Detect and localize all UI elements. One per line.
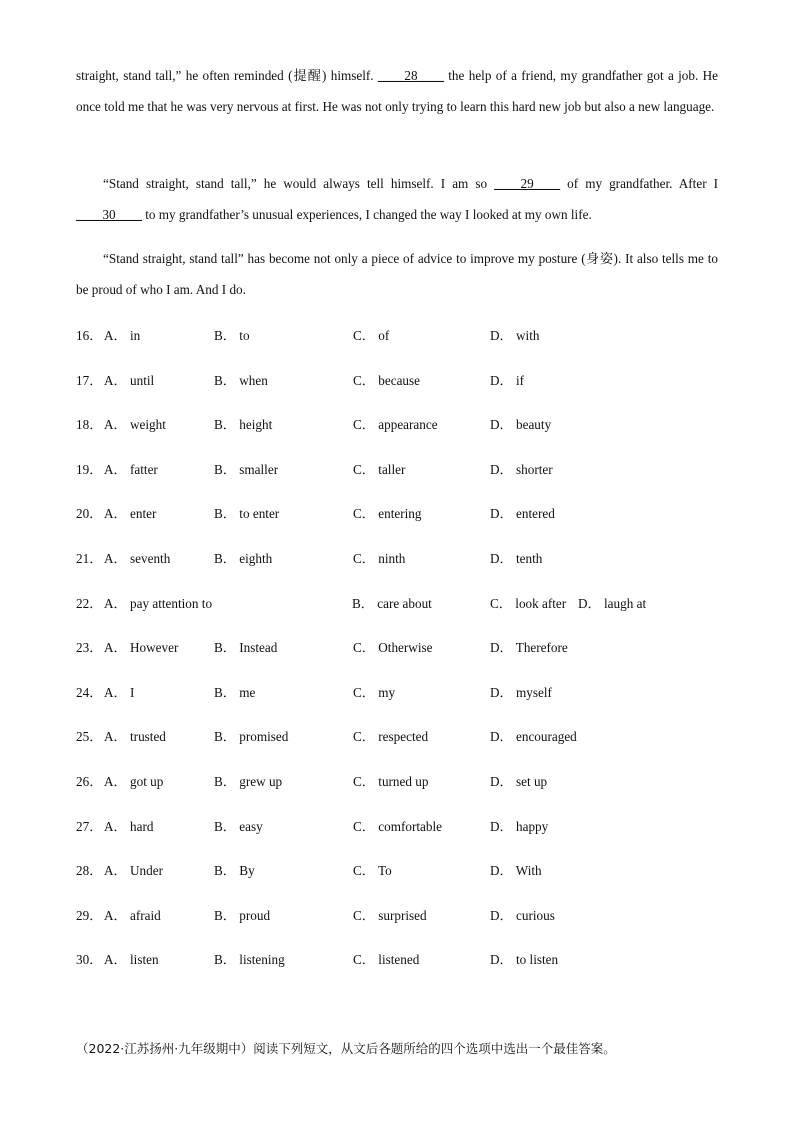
blank-28: ____28____ xyxy=(377,68,444,83)
option-c: C． To xyxy=(353,863,392,879)
option-a: A． I xyxy=(104,684,135,700)
question-row xyxy=(76,503,736,523)
paragraph-1-text-b: the help of a friend, my grandfather got a job. He once told me that he was very nervous at first. He was not only trying to learn this hard new job but also a new language. xyxy=(76,68,719,114)
option-b: B． smaller xyxy=(214,461,279,477)
option-b: B． grew up xyxy=(214,774,283,789)
paragraph-2-text-a: “Stand straight, stand tall,” he would always tell himself. I am so xyxy=(103,176,488,191)
option-a: A． pay attention to xyxy=(104,595,213,611)
question-row xyxy=(76,816,736,836)
option-c: C． respected xyxy=(353,729,429,745)
section-instruction: （2022·江苏扬州·九年级期中）阅读下列短文，从文后各题所给的四个选项中选出一个最佳答案。 xyxy=(76,1041,616,1056)
question-row xyxy=(76,860,736,880)
question-row xyxy=(76,414,736,434)
option-a: A． afraid xyxy=(104,907,161,923)
question-number: 29． xyxy=(76,907,103,923)
option-b: B． By xyxy=(214,863,255,879)
option-a: A． Under xyxy=(104,863,163,879)
option-b: B． when xyxy=(214,372,268,388)
option-a: A． got up xyxy=(104,774,164,789)
option-c: C． comfortable xyxy=(353,818,442,834)
question-number: 26． xyxy=(76,774,103,789)
question-row xyxy=(76,771,736,791)
question-row xyxy=(76,726,736,746)
option-a: A． hard xyxy=(104,818,154,834)
option-d: D． entered xyxy=(490,506,555,522)
option-b: B． to xyxy=(214,328,250,343)
option-b: B． promised xyxy=(214,729,289,745)
passage-paragraph-2 xyxy=(76,168,718,230)
question-number: 30． xyxy=(76,952,103,968)
option-c: C． taller xyxy=(353,461,406,477)
option-d: D． tenth xyxy=(490,551,543,566)
option-b: B． me xyxy=(214,684,256,700)
option-c: C． Otherwise xyxy=(353,640,433,656)
option-c: C． look after xyxy=(490,595,567,611)
paragraph-2-text-b: of my grandfather. After I xyxy=(567,176,719,191)
option-d: D． shorter xyxy=(490,461,553,477)
option-d: D． happy xyxy=(490,818,549,834)
option-b: B． proud xyxy=(214,907,271,923)
option-d: D． if xyxy=(490,372,525,388)
option-a: A． fatter xyxy=(104,461,158,477)
question-number: 21． xyxy=(76,551,103,566)
option-c: C． ninth xyxy=(353,551,406,566)
question-number: 19． xyxy=(76,461,103,477)
option-c: C． listened xyxy=(353,952,420,968)
question-number: 24． xyxy=(76,684,103,700)
question-row xyxy=(76,905,736,925)
option-b: B． easy xyxy=(214,818,263,834)
option-a: A． until xyxy=(104,372,155,388)
option-d: D． Therefore xyxy=(490,640,568,656)
option-d: D． laugh at xyxy=(578,595,647,611)
question-number: 27． xyxy=(76,818,103,834)
option-d: D． myself xyxy=(490,684,552,700)
paragraph-2-text-c: to my grandfather’s unusual experiences, I changed the way I looked at my own life. xyxy=(145,207,592,222)
option-c: C． because xyxy=(353,372,421,388)
option-b: B． eighth xyxy=(214,551,273,566)
option-a: A． listen xyxy=(104,952,159,968)
option-b: B． Instead xyxy=(214,640,278,656)
option-c: C． surprised xyxy=(353,907,427,923)
option-d: D． encouraged xyxy=(490,729,577,745)
question-number: 17． xyxy=(76,372,103,388)
option-a: A． in xyxy=(104,328,141,343)
option-c: C． of xyxy=(353,328,390,343)
question-row xyxy=(76,682,736,702)
option-d: D． curious xyxy=(490,907,555,923)
blank-29: ____29____ xyxy=(494,176,561,191)
question-row xyxy=(76,370,736,390)
question-number: 22． xyxy=(76,595,103,611)
passage-paragraph-1 xyxy=(76,60,718,122)
option-c: C． turned up xyxy=(353,774,429,789)
option-b: B． listening xyxy=(214,952,285,968)
option-c: C． appearance xyxy=(353,417,438,433)
question-number: 18． xyxy=(76,417,103,433)
option-a: A． enter xyxy=(104,506,157,522)
option-c: C． my xyxy=(353,684,396,700)
question-row xyxy=(76,949,736,969)
question-row xyxy=(76,593,736,613)
option-b: B． care about xyxy=(352,595,432,611)
question-row xyxy=(76,637,736,657)
option-d: D． beauty xyxy=(490,417,552,433)
option-a: A． seventh xyxy=(104,551,171,566)
question-number: 16． xyxy=(76,328,103,343)
option-d: D． With xyxy=(490,863,542,879)
option-b: B． to enter xyxy=(214,506,280,522)
option-a: A． weight xyxy=(104,417,166,433)
question-number: 23． xyxy=(76,640,103,656)
option-a: A． However xyxy=(104,640,179,656)
option-a: A． trusted xyxy=(104,729,166,745)
option-d: D． set up xyxy=(490,774,548,789)
option-b: B． height xyxy=(214,417,273,433)
option-c: C． entering xyxy=(353,506,422,522)
question-row xyxy=(76,459,736,479)
paragraph-1-text-a: straight, stand tall,” he often reminded (提醒) himself. xyxy=(76,68,374,83)
question-number: 25． xyxy=(76,729,103,745)
option-d: D． with xyxy=(490,328,540,343)
question-row xyxy=(76,325,736,345)
passage-paragraph-3: “Stand straight, stand tall” has become not only a piece of advice to improve my posture (身姿). It also tells me to be proud of who I am. And I do. xyxy=(76,251,718,297)
blank-30: ____30____ xyxy=(76,207,142,222)
option-d: D． to listen xyxy=(490,952,559,968)
question-number: 28． xyxy=(76,863,103,879)
question-row xyxy=(76,548,736,568)
question-number: 20． xyxy=(76,506,103,522)
